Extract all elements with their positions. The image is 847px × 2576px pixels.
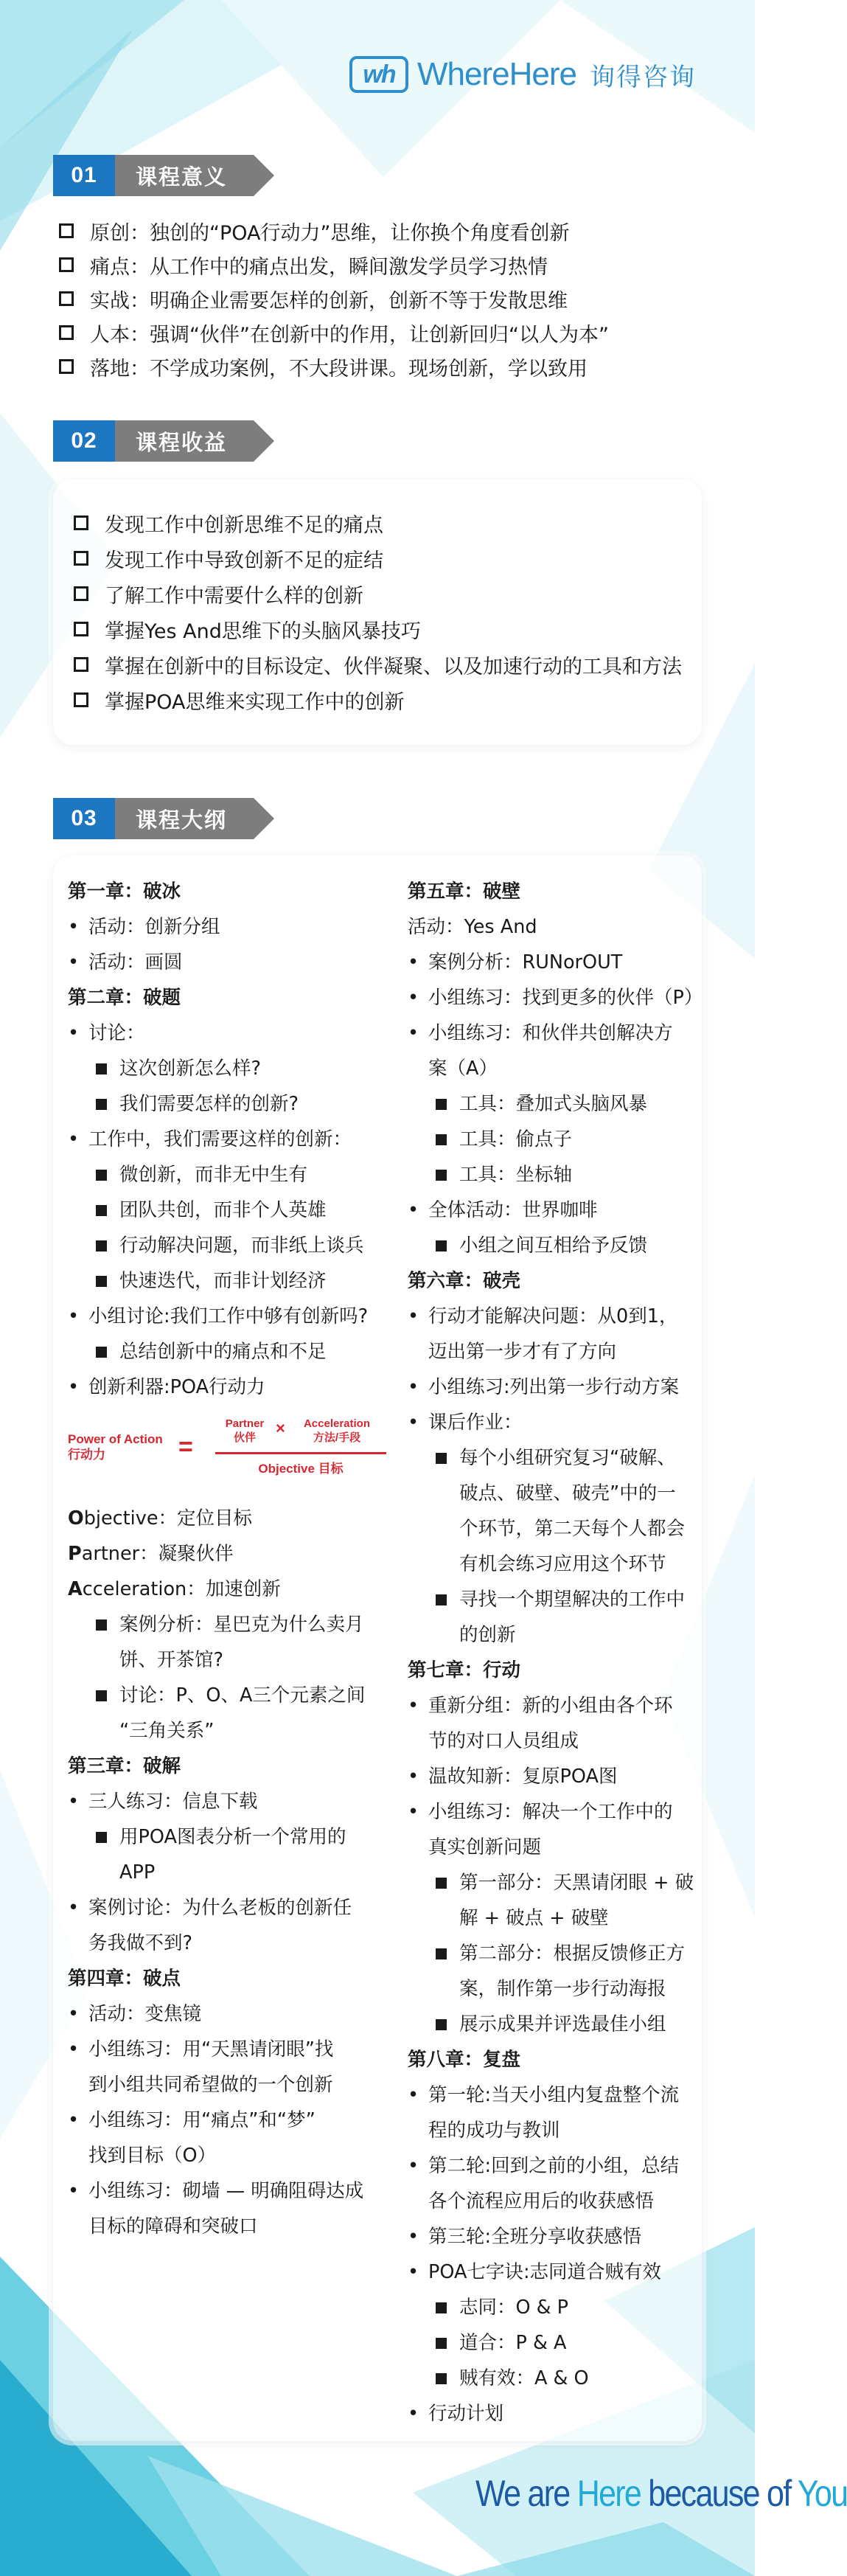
list-item: 了解工作中需要什么样的创新 <box>74 576 682 611</box>
list-item: 人本：强调“伙伴”在创新中的作用，让创新回归“以人为本” <box>59 316 609 350</box>
list-item: 掌握POA思维来实现工作中的创新 <box>74 682 682 718</box>
sub-bullet-item: 工具：偷点子 <box>408 1122 703 1157</box>
bullet-item: • 小组练习：砌墙 — 明确阻碍达成 <box>68 2173 385 2209</box>
bullet-item: • 活动：创新分组 <box>68 909 385 945</box>
sub-bullet-item: 快速迭代，而非计划经济 <box>68 1263 385 1299</box>
checkbox-square-icon <box>74 586 88 601</box>
bullet-item: • 第三轮:全班分享收获感悟 <box>408 2219 703 2254</box>
chapter-heading: 第三章：破解 <box>68 1755 181 1777</box>
outline-right-column <box>408 874 703 2431</box>
chapter-heading: 第五章：破壁 <box>408 881 521 903</box>
chapter-heading: 第四章：破点 <box>68 1968 181 1990</box>
checkbox-square-icon <box>59 223 74 238</box>
section-header-outline <box>53 798 254 839</box>
logo-mark-icon: wh <box>349 56 408 93</box>
bullet-item: • 案例讨论：为什么老板的创新任 <box>68 1890 385 1926</box>
checkbox-square-icon <box>59 359 74 374</box>
plain-item: 活动：Yes And <box>408 916 537 938</box>
logo-wordmark: WhereHere <box>417 56 576 92</box>
list-item: 实战：明确企业需要怎样的创新，创新不等于发散思维 <box>59 282 609 316</box>
section-title: 课程大纲 <box>115 798 254 839</box>
sub-bullet-item: 第一部分：天黑请闭眼 + 破 <box>408 1865 703 1900</box>
bullet-item: • 行动计划 <box>408 2396 703 2431</box>
list-item: 发现工作中创新思维不足的痛点 <box>74 505 682 541</box>
bullet-item: • 小组讨论:我们工作中够有创新吗? <box>68 1299 385 1334</box>
chapter-heading: 第二章：破题 <box>68 987 181 1009</box>
bullet-item: • 小组练习:列出第一步行动方案 <box>408 1369 703 1405</box>
outline-left-column <box>68 874 385 2244</box>
significance-list <box>59 214 609 383</box>
list-item: 痛点：从工作中的痛点出发，瞬间激发学员学习热情 <box>59 248 609 282</box>
sub-bullet-item: 讨论：P、O、A三个元素之间 <box>68 1678 385 1713</box>
list-item: 掌握Yes And思维下的头脑风暴技巧 <box>74 611 682 647</box>
bullet-item: • 小组练习：解决一个工作中的 <box>408 1794 703 1830</box>
bullet-continuation: 程的成功与教训 <box>428 2120 560 2142</box>
list-item: 原创：独创的“POA行动力”思维，让你换个角度看创新 <box>59 214 609 248</box>
sub-bullet-item: 道合：P & A <box>408 2325 703 2361</box>
formula-fraction-bar <box>215 1452 386 1454</box>
formula-equals: = <box>178 1433 193 1461</box>
poa-formula <box>68 1412 385 1486</box>
sub-bullet-item: 我们需要怎样的创新? <box>68 1086 385 1122</box>
bullet-item: • 重新分组：新的小组由各个环 <box>408 1688 703 1723</box>
checkbox-square-icon <box>59 291 74 306</box>
sub-bullet-item: 贼有效：A & O <box>408 2361 703 2396</box>
sub-bullet-item: 这次创新怎么样? <box>68 1051 385 1086</box>
bullet-item: • 活动：变焦镜 <box>68 1996 385 2032</box>
sub-bullet-item: 用POA图表分析一个常用的 <box>68 1819 385 1855</box>
footer-slogan: We are Here because of You <box>475 2473 847 2514</box>
bullet-continuation: 目标的障碍和突破口 <box>88 2215 258 2237</box>
bullet-item: • 全体活动：世界咖啡 <box>408 1192 703 1228</box>
section-number: 02 <box>53 420 115 462</box>
sub-bullet-continuation: “三角关系” <box>119 1720 215 1742</box>
section-number: 03 <box>53 798 115 839</box>
sub-bullet-item: 案例分析：星巴克为什么卖月 <box>68 1607 385 1642</box>
sub-bullet-item: 寻找一个期望解决的工作中 <box>408 1582 703 1617</box>
benefits-list <box>74 505 682 718</box>
sub-bullet-continuation: APP <box>119 1861 156 1884</box>
checkbox-square-icon <box>74 692 88 707</box>
section-header-significance <box>53 155 254 196</box>
sub-bullet-item: 团队共创，而非个人英雄 <box>68 1192 385 1228</box>
bullet-item: • 创新利器:POA行动力 <box>68 1369 385 1405</box>
bullet-item: • 小组练习：和伙伴共创解决方 <box>408 1016 703 1051</box>
poa-definition: Objective：定位目标 <box>68 1507 253 1530</box>
bullet-item: • 三人练习：信息下载 <box>68 1784 385 1819</box>
chapter-heading: 第一章：破冰 <box>68 881 181 903</box>
checkbox-square-icon <box>59 325 74 340</box>
outline-left-bottom <box>68 1607 385 2244</box>
chapter-heading: 第八章：复盘 <box>408 2049 521 2071</box>
sub-bullet-item: 展示成果并评选最佳小组 <box>408 2007 703 2042</box>
bullet-item: • 小组练习：用“痛点”和“梦” <box>68 2103 385 2138</box>
sub-bullet-item: 每个小组研究复习“破解、 <box>408 1440 703 1476</box>
checkbox-square-icon <box>59 257 74 272</box>
sub-bullet-item: 第二部分：根据反馈修正方 <box>408 1936 703 1971</box>
bullet-item: • 行动才能解决问题：从0到1， <box>408 1299 703 1334</box>
checkbox-square-icon <box>74 657 88 672</box>
sub-bullet-continuation: 饼、开茶馆? <box>119 1649 224 1671</box>
sub-bullet-item: 志同：O & P <box>408 2290 703 2325</box>
bullet-item: • 第二轮:回到之前的小组，总结 <box>408 2148 703 2184</box>
section-header-benefits <box>53 420 254 462</box>
bullet-item: • 讨论： <box>68 1016 385 1051</box>
bullet-item: • 第一轮:当天小组内复盘整个流 <box>408 2077 703 2113</box>
sub-bullet-item: 微创新，而非无中生有 <box>68 1157 385 1192</box>
bullet-continuation: 迈出第一步才有了方向 <box>428 1341 617 1363</box>
list-item: 落地：不学成功案例，不大段讲课。现场创新，学以致用 <box>59 350 609 383</box>
bullet-continuation: 找到目标（O） <box>88 2145 217 2167</box>
chapter-heading: 第七章：行动 <box>408 1659 521 1681</box>
list-item: 发现工作中导致创新不足的症结 <box>74 541 682 576</box>
sub-bullet-item: 工具：叠加式头脑风暴 <box>408 1086 703 1122</box>
list-item: 掌握在创新中的目标设定、伙伴凝聚、以及加速行动的工具和方法 <box>74 647 682 682</box>
section-number: 01 <box>53 155 115 196</box>
section-title: 课程意义 <box>115 155 254 196</box>
logo-chinese-name: 询得咨询 <box>589 62 696 92</box>
bullet-item: • 课后作业： <box>408 1405 703 1440</box>
poa-definition: Acceleration：加速创新 <box>68 1578 281 1600</box>
sub-bullet-item: 总结创新中的痛点和不足 <box>68 1334 385 1369</box>
bullet-continuation: 务我做不到? <box>88 1932 193 1954</box>
bullet-item: • 案例分析：RUNorOUT <box>408 945 703 980</box>
bullet-continuation: 真实创新问题 <box>428 1836 542 1858</box>
checkbox-square-icon <box>74 515 88 530</box>
sub-bullet-continuation: 解 + 破点 + 破壁 <box>459 1907 609 1929</box>
outline-left-top <box>68 874 385 1405</box>
bullet-item: • 小组练习：用“天黑请闭眼”找 <box>68 2032 385 2067</box>
bullet-item: • 工作中，我们需要这样的创新： <box>68 1122 385 1157</box>
sub-bullet-continuation: 个环节，第二天每个人都会 <box>459 1518 686 1540</box>
chapter-heading: 第六章：破壳 <box>408 1270 521 1292</box>
sub-bullet-continuation: 有机会练习应用这个环节 <box>459 1553 666 1575</box>
bullet-continuation: 案（A） <box>428 1058 498 1080</box>
formula-left-term: Power of Action 行动力 <box>68 1432 163 1462</box>
bullet-item: • POA七字诀:志同道合贼有效 <box>408 2254 703 2290</box>
bullet-continuation: 到小组共同希望做的一个创新 <box>88 2074 333 2096</box>
formula-denominator: Objective 目标 <box>258 1462 344 1476</box>
checkbox-square-icon <box>74 551 88 566</box>
sub-bullet-item: 小组之间互相给予反馈 <box>408 1228 703 1263</box>
bullet-continuation: 节的对口人员组成 <box>428 1730 579 1752</box>
sub-bullet-item: 行动解决问题，而非纸上谈兵 <box>68 1228 385 1263</box>
sub-bullet-continuation: 案，制作第一步行动海报 <box>459 1978 666 2000</box>
section-title: 课程收益 <box>115 420 254 462</box>
sub-bullet-item: 工具：坐标轴 <box>408 1157 703 1192</box>
bullet-continuation: 各个流程应用后的收获感悟 <box>428 2190 655 2212</box>
formula-numerator: Partner 伙伴 × Acceleration 方法/手段 <box>225 1417 371 1444</box>
brand-logo <box>349 56 696 93</box>
sub-bullet-continuation: 的创新 <box>459 1624 516 1646</box>
poa-definition: Partner：凝聚伙伴 <box>68 1543 234 1565</box>
bullet-item: • 小组练习：找到更多的伙伴（P） <box>408 980 703 1016</box>
sub-bullet-continuation: 破点、破壁、破壳”中的一 <box>459 1482 676 1504</box>
bullet-item: • 温故知新：复原POA图 <box>408 1759 703 1794</box>
bullet-item: • 活动：画圆 <box>68 945 385 980</box>
checkbox-square-icon <box>74 622 88 636</box>
